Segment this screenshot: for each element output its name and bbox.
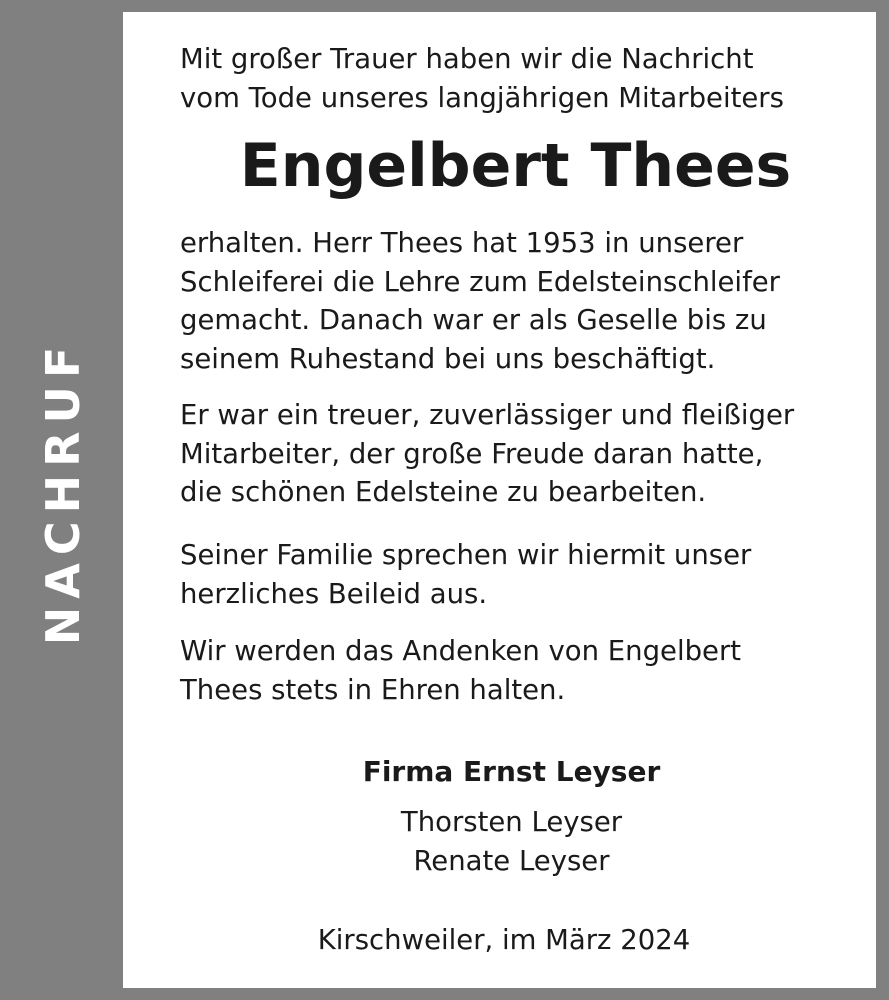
obituary-panel — [123, 12, 876, 988]
signer-name: Thorsten Leyser — [400, 806, 623, 838]
firm-name: Firma Ernst Leyser — [362, 755, 661, 788]
intro-text: Mit großer Trauer haben wir die Nachricht vom Tode unseres langjährigen Mitarbeiters — [180, 43, 784, 114]
paragraph-character: Er war ein treuer, zuverlässiger und fleißiger Mitarbeiter, der große Freude daran hatte, die schönen Edelsteine zu bearbeiten. — [180, 399, 795, 508]
side-label-nachruf: NACHRUF — [36, 338, 90, 646]
place-date: Kirschweiler, im März 2024 — [317, 924, 691, 956]
paragraph-condolence: Seiner Familie sprechen wir hiermit unser herzliches Beileid aus. — [180, 539, 752, 610]
paragraph-remembrance: Wir werden das Andenken von Engelbert Thees stets in Ehren halten. — [180, 635, 742, 706]
paragraph-career: erhalten. Herr Thees hat 1953 in unserer Schleiferei die Lehre zum Edelsteinschleifer gemacht. Danach war er als Geselle bis zu seinem Ruhestand bei uns beschäftigt. — [180, 227, 780, 375]
signer-name: Renate Leyser — [413, 845, 610, 877]
deceased-name: Engelbert Thees — [239, 131, 792, 201]
